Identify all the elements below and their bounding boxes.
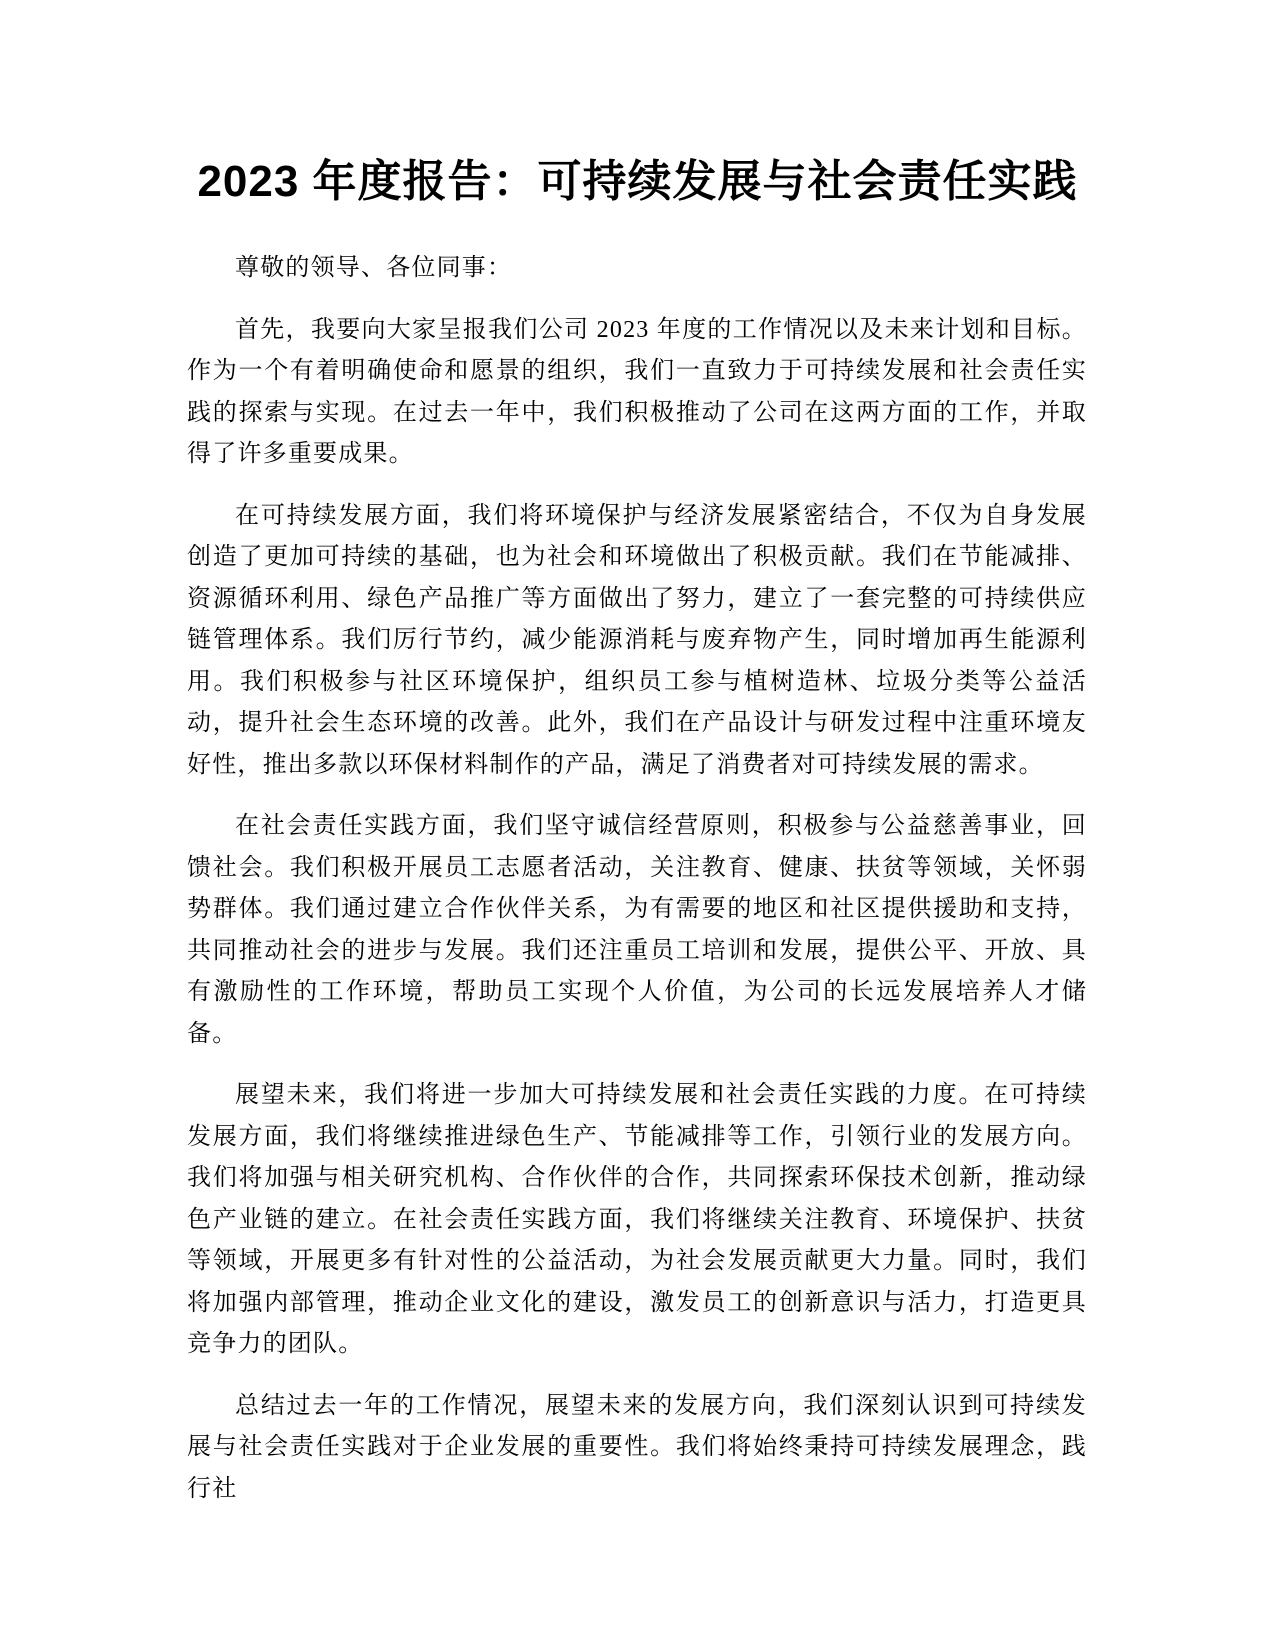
salutation: 尊敬的领导、各位同事： [235, 255, 513, 281]
paragraph-social-responsibility: 在社会责任实践方面，我们坚守诚信经营原则，积极参与公益慈善事业，回馈社会。我们积极开展员工志愿者活动，关注教育、健康、扶贫等领域，关怀弱势群体。我们通过建立合作伙伴关系，为有需要的地区和社区提供援助和支持，共同推动社会的进步与发展。我们还注重员工培训和发展，提供公平、开放、具有激励性的工作环境，帮助员工实现个人价值，为公司的长远发展培养人才储备。 [187, 813, 1087, 1047]
paragraph-intro: 首先，我要向大家呈报我们公司 2023 年度的工作情况以及未来计划和目标。作为一个有着明确使命和愿景的组织，我们一直致力于可持续发展和社会责任实践的探索与实现。在过去一年中，我们积极推动了公司在这两方面的工作，并取得了许多重要成果。 [187, 316, 1087, 467]
document-body [187, 248, 1087, 1530]
paragraph-sustainability: 在可持续发展方面，我们将环境保护与经济发展紧密结合，不仅为自身发展创造了更加可持续的基础，也为社会和环境做出了积极贡献。我们在节能减排、资源循环利用、绿色产品推广等方面做出了努力，建立了一套完整的可持续供应链管理体系。我们厉行节约，减少能源消耗与废弃物产生，同时增加再生能源利用。我们积极参与社区环境保护，组织员工参与植树造林、垃圾分类等公益活动，提升社会生态环境的改善。此外，我们在产品设计与研发过程中注重环境友好性，推出多款以环保材料制作的产品，满足了消费者对可持续发展的需求。 [187, 502, 1087, 778]
document-title: 2023 年度报告：可持续发展与社会责任实践 [197, 157, 1078, 206]
paragraph-outlook: 展望未来，我们将进一步加大可持续发展和社会责任实践的力度。在可持续发展方面，我们将继续推进绿色生产、节能减排等工作，引领行业的发展方向。我们将加强与相关研究机构、合作伙伴的合作，共同探索环保技术创新，推动绿色产业链的建立。在社会责任实践方面，我们将继续关注教育、环境保护、扶贫等领域，开展更多有针对性的公益活动，为社会发展贡献更大力量。同时，我们将加强内部管理，推动企业文化的建设，激发员工的创新意识与活力，打造更具竞争力的团队。 [187, 1082, 1087, 1357]
paragraph-summary: 总结过去一年的工作情况，展望未来的发展方向，我们深刻认识到可持续发展与社会责任实践对于企业发展的重要性。我们将始终秉持可持续发展理念，践行社 [187, 1392, 1087, 1502]
